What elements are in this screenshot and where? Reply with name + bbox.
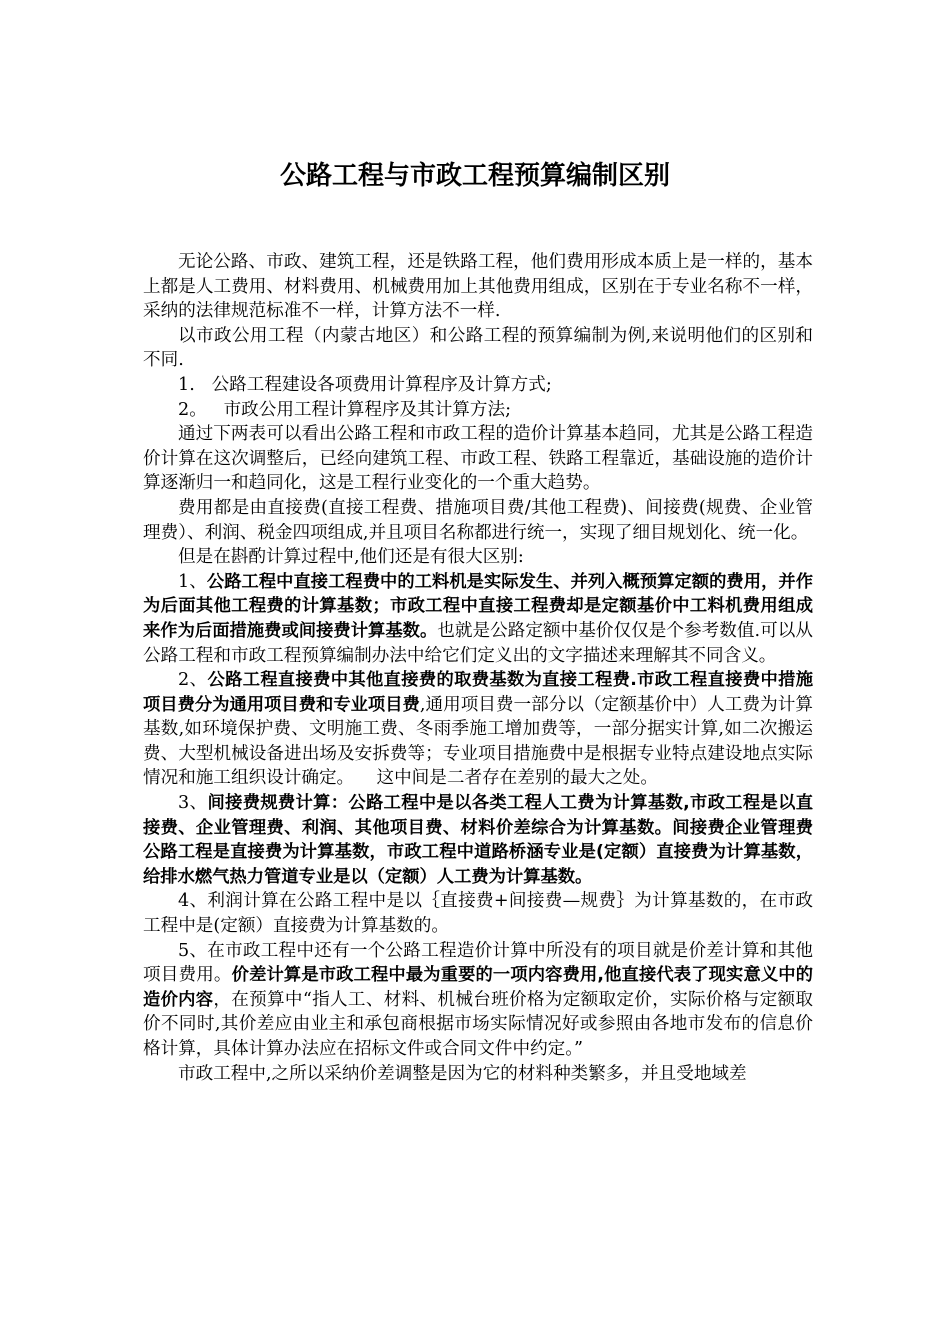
text-run: 5、在市政工程中还有一个公路工程造价计算中所没有的项目就是价差计算和其他项目费用。 [143,940,813,986]
text-run: 市政工程中,之所以采纳价差调整是因为它的材料种类繁多，并且受地域差 [178,1063,747,1084]
paragraph [143,250,813,324]
paragraph [143,496,813,545]
text-run: ，在预算中“指人工、材料、机械台班价格为定额取定价，实际价格与定额取价不同时,其价差应由业主和承包商根据市场实际情况好或参照由各地市发布的信息价格计算，具体计算办法应在招标文件或合同文件中约定。” [143,989,813,1059]
paragraph [143,422,813,496]
text-run: 1. 公路工程建设各项费用计算程序及计算方式; [178,374,552,395]
list-item [143,398,813,423]
text-run: 通过下两表可以看出公路工程和市政工程的造价计算基本趋同，尤其是公路工程造价计算在这次调整后，已经向建筑工程、市政工程、铁路工程靠近，基础设施的造价计算逐渐归一和趋同化，这是工程行业变化的一个重大趋势。 [143,424,813,494]
paragraph [143,668,813,791]
page-title: 公路工程与市政工程预算编制区别 [279,161,670,191]
paragraph [143,939,813,1062]
bold-text-run: 价差计算是市政工程中最为重要的一项内容费用,他直接代表了现实意义中的造价内容 [143,965,813,1010]
paragraph [143,889,813,938]
document-body [143,250,813,1086]
text-run: 2、 [178,670,208,691]
text-run: 2。 市政公用工程计算程序及其计算方法; [178,399,511,420]
text-run: 无论公路、市政、建筑工程，还是铁路工程，他们费用形成本质上是一样的，基本上都是人工费用、材料费用、机械费用加上其他费用组成，区别在于专业名称不一样，采纳的法律规范标准不一样，计算方法不一样. [143,252,813,322]
bold-text-run: 公路工程中直接工程费中的工料机是实际发生、并列入概预算定额的费用，并作为后面其他工程费的计算基数；市政工程中直接工程费却是定额基价中工料机费用组成来作为后面措施费或间接费计算基数。 [143,571,813,641]
text-run: 费用都是由直接费(直接工程费、措施项目费/其他工程费)、间接费(规费、企业管理费）、利润、税金四项组成,并且项目名称都进行统一，实现了细目规划化、统一化。 [143,497,813,543]
paragraph [143,791,813,889]
text-run: 以市政公用工程（内蒙古地区）和公路工程的预算编制为例,来说明他们的区别和不同. [143,325,813,371]
paragraph [143,1062,813,1087]
text-run: 3、 [178,793,208,814]
list-item [143,373,813,398]
bold-text-run: 公路工程直接费中其他直接费的取费基数为直接工程费.市政工程直接费中措施项目费分为通用项目费和专业项目费 [143,670,813,715]
text-run: 4、利润计算在公路工程中是以｛直接费+间接费—规费｝为计算基数的，在市政工程中是(定额）直接费为计算基数的。 [143,891,813,937]
text-run: 也就是公路定额中基价仅仅是个参考数值.可以从公路工程和市政工程预算编制办法中给它们定义出的文字描述来理解其不同含义。 [143,620,813,666]
bold-text-run: 间接费规费计算：公路工程中是以各类工程人工费为计算基数,市政工程是以直接费、企业管理费、利润、其他项目费、材料价差综合为计算基数。间接费企业管理费公路工程是直接费为计算基数，市政工程中道路桥涵专业是(定额）直接费为计算基数，给排水燃气热力管道专业是以（定额）人工费为计算基数。 [143,793,813,887]
paragraph [143,324,813,373]
text-run: 但是在斟酌计算过程中,他们还是有很大区别: [178,547,524,568]
paragraph [143,570,813,668]
text-run: ,通用项目费一部分以（定额基价中）人工费为计算基数,如环境保护费、文明施工费、冬雨季施工增加费等，一部分据实计算,如二次搬运费、大型机械设备进出场及安拆费等；专业项目措施费中是根据专业特点建设地点实际情况和施工组织设计确定。 这中间是二者存在差别的最大之处。 [143,694,813,789]
paragraph [143,545,813,570]
text-run: 1、 [178,571,207,592]
